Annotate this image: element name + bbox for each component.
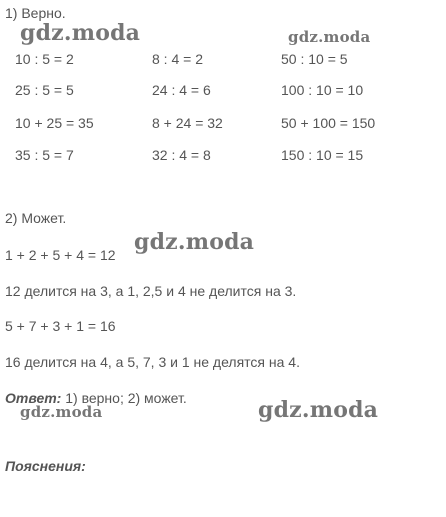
- equation-cell: 25 : 5 = 5: [15, 82, 74, 98]
- equation-cell: 35 : 5 = 7: [15, 147, 74, 163]
- equation-cell: 50 : 10 = 5: [281, 51, 348, 67]
- part1-heading: 1) Верно.: [5, 5, 66, 21]
- equation-cell: 24 : 4 = 6: [152, 82, 211, 98]
- watermark-logo: gdz.moda: [288, 28, 371, 46]
- equation-cell: 32 : 4 = 8: [152, 147, 211, 163]
- solution-line: 12 делится на 3, а 1, 2,5 и 4 не делится на 3.: [5, 283, 297, 299]
- equation-cell: 8 : 4 = 2: [152, 51, 203, 67]
- equation-cell: 10 + 25 = 35: [15, 115, 94, 131]
- part2-heading: 2) Может.: [5, 210, 67, 226]
- answer-label: Ответ:: [5, 390, 62, 406]
- watermark-logo: gdz.moda: [258, 397, 379, 423]
- solution-line: 5 + 7 + 3 + 1 = 16: [5, 318, 116, 334]
- equation-cell: 50 + 100 = 150: [281, 115, 376, 131]
- solution-line: 1 + 2 + 5 + 4 = 12: [5, 247, 116, 263]
- equation-cell: 10 : 5 = 2: [15, 51, 74, 67]
- equation-cell: 8 + 24 = 32: [152, 115, 223, 131]
- watermark-logo: gdz.moda: [20, 20, 141, 46]
- answer-text: 1) верно; 2) может.: [61, 390, 187, 406]
- explanation-label: Пояснения:: [5, 458, 86, 474]
- equation-cell: 150 : 10 = 15: [281, 147, 364, 163]
- watermark-logo: gdz.moda: [134, 229, 255, 255]
- watermark-logo: gdz.moda: [20, 403, 103, 421]
- equation-cell: 100 : 10 = 10: [281, 82, 364, 98]
- solution-line: 16 делится на 4, а 5, 7, 3 и 1 не делятся на 4.: [5, 354, 300, 370]
